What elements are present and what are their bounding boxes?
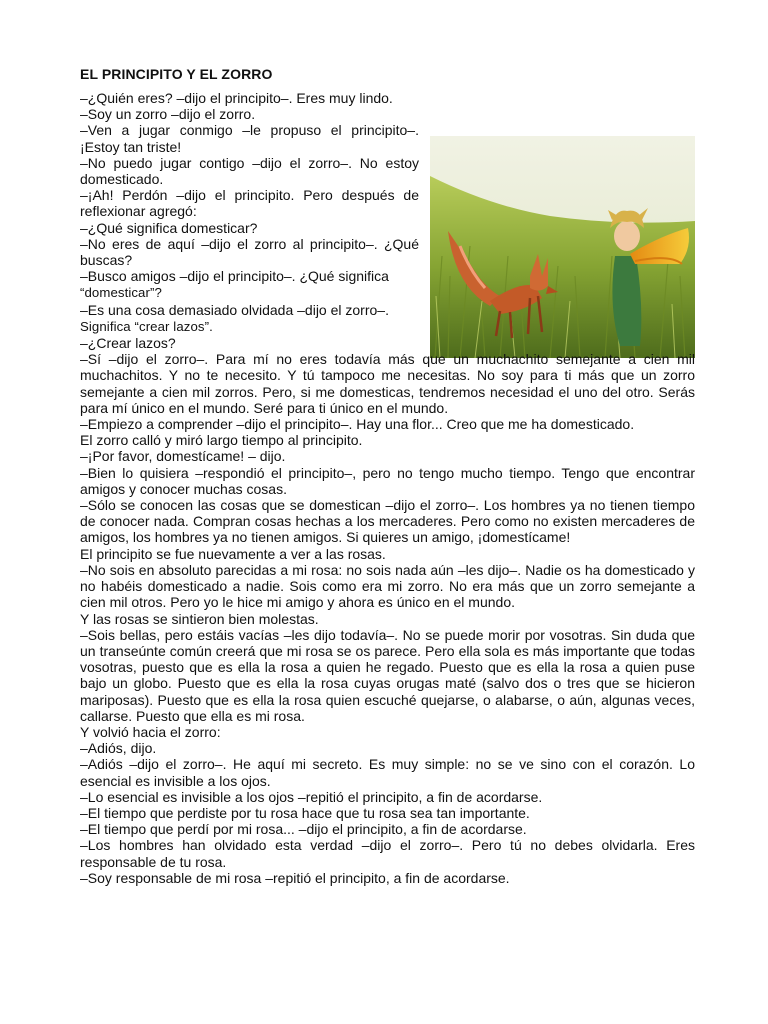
paragraph: –Adiós, dijo. [80,740,157,757]
paragraph-line: “domesticar”? [80,285,162,301]
paragraph: –Lo esencial es invisible a los ojos –repitió el principito, a fin de acordarse. [80,788,543,805]
paragraph-line: Significa “crear lazos”. [80,318,213,334]
paragraph [80,302,419,335]
paragraph: Y volvió hacia el zorro: [80,723,221,740]
paragraph: Y las rosas se sintieron bien molestas. [80,610,319,627]
paragraph: –El tiempo que perdí por mi rosa... –dijo el principito, a fin de acordarse. [80,821,527,838]
paragraph: –El tiempo que perdiste por tu rosa hace que tu rosa sea tan importante. [80,804,530,821]
paragraph-line: –Busco amigos –dijo el principito–. ¿Qué significa [80,268,389,285]
paragraph: –Los hombres han olvidado esta verdad –dijo el zorro–. Pero tú no debes olvidarla. Eres responsable de tu rosa. [80,837,695,870]
paragraph: El zorro calló y miró largo tiempo al principito. [80,432,363,449]
paragraph: –Sí –dijo el zorro–. Para mí no eres todavía más que un muchachito semejante a cien mil muchachitos. Y no te necesito. Y tú tampoco me necesitas. No soy para ti más que un zorro semejante a cien mil zorros. Pero, si me domesticas, tendremos necesidad el uno del otro. Serás para mí único en el mundo. Seré para ti único en el mundo. [80,351,695,416]
paragraph: –No sois en absoluto parecidas a mi rosa: no sois nada aún –les dijo–. Nadie os ha domesticado y no habéis domesticado a nadie. Sois como era mi zorro. No era más que un zorro semejante a cien mil otros. Pero yo le hice mi amigo y ahora es único en el mundo. [80,561,695,611]
paragraph: –Bien lo quisiera –respondió el principito–, pero no tengo mucho tiempo. Tengo que encontrar amigos y conocer muchas cosas. [80,464,695,497]
paragraph-line: –Es una cosa demasiado olvidada –dijo el zorro–. [80,301,389,318]
paragraph: –Ven a jugar conmigo –le propuso el principito–. ¡Estoy tan triste! [80,122,419,155]
wrapped-text-block [80,90,695,351]
paragraph: –No puedo jugar contigo –dijo el zorro–. No estoy domesticado. [80,154,419,188]
story-text [80,90,695,886]
paragraph: –¡Ah! Perdón –dijo el principito. Pero después de reflexionar agregó: [80,187,419,220]
paragraph: –Empiezo a comprender –dijo el principito–. Hay una flor... Creo que me ha domesticado. [80,416,635,433]
paragraph [80,268,419,301]
paragraph: –Sois bellas, pero estáis vacías –les dijo todavía–. No se puede morir por vosotras. Sin duda que un transeúnte común creerá que mi rosa se os parece. Pero ella sola es más importante que todas vosotras, puesto que es ella la rosa a quien he regado. Puesto que es ella la rosa a quien puse bajo un globo. Puesto que es ella la rosa cuyas orugas maté (salvo dos o tres que se hicieron mariposas). Puesto que es ella la rosa quien escuché quejarse, o alabarse, o aún, algunas veces, callarse. Puesto que ella es mi rosa. [80,626,695,724]
paragraph: –¡Por favor, domestícame! – dijo. [80,448,286,465]
paragraph: –¿Qué significa domesticar? [80,219,258,236]
paragraph: –¿Quién eres? –dijo el principito–. Eres muy lindo. [80,90,393,106]
paragraph: –Adiós –dijo el zorro–. He aquí mi secreto. Es muy simple: no se ve sino con el corazón. Lo esencial es invisible a los ojos. [80,756,695,789]
full-width-text-block [80,351,695,886]
paragraph: –No eres de aquí –dijo el zorro al principito–. ¿Qué buscas? [80,235,419,269]
paragraph: –Soy responsable de mi rosa –repitió el principito, a fin de acordarse. [80,869,510,886]
document-title: EL PRINCIPITO Y EL ZORRO [80,66,273,82]
paragraph: –¿Crear lazos? [80,335,176,352]
paragraph: –Sólo se conocen las cosas que se domestican –dijo el zorro–. Los hombres ya no tienen tiempo de conocer nada. Compran cosas hechas a los mercaderes. Pero como no existen mercaderes de amigos, los hombres ya no tienen amigos. Si quieres un amigo, ¡domestícame! [80,497,695,546]
paragraph: El principito se fue nuevamente a ver a las rosas. [80,545,386,562]
paragraph: –Soy un zorro –dijo el zorro. [80,106,256,123]
